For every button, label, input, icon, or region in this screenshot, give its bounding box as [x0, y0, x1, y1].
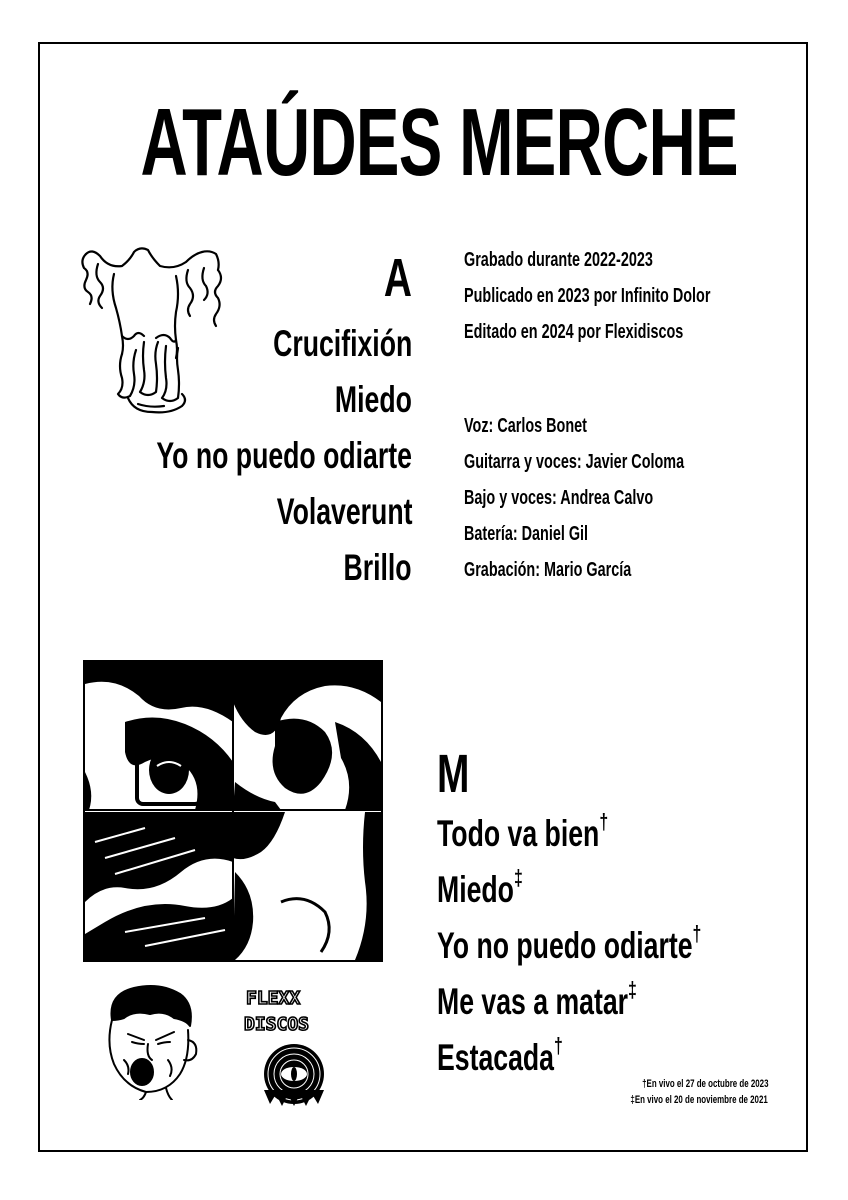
side-m-track: Yo no puedo odiarte† — [437, 920, 702, 966]
live-mark: † — [554, 1032, 563, 1058]
credits — [464, 412, 770, 592]
live-note: †En vivo el 27 de octubre de 2023 — [641, 1078, 768, 1090]
release-info — [464, 246, 806, 354]
side-m-track: Todo va bien† — [437, 808, 609, 854]
release-info-line: Grabado durante 2022-2023 — [464, 249, 653, 271]
side-a-track: Volaverunt — [276, 491, 412, 532]
live-mark: ‡ — [628, 976, 637, 1002]
side-a-track: Yo no puedo odiarte — [156, 435, 412, 476]
side-a-track: Brillo — [343, 547, 412, 588]
flexidiscos-logo — [236, 980, 354, 1108]
credit-line: Batería: Daniel Gil — [464, 523, 589, 545]
credit-line: Grabación: Mario García — [464, 559, 632, 581]
credit-line: Voz: Carlos Bonet — [464, 415, 587, 437]
collage-graphic — [85, 662, 381, 960]
logo-top-text: FLEXX — [246, 988, 301, 1009]
live-mark: † — [599, 808, 609, 834]
release-info-line: Editado en 2024 por Flexidiscos — [464, 321, 684, 343]
collage-photo — [83, 660, 383, 962]
release-info-line: Publicado en 2023 por Infinito Dolor — [464, 285, 711, 307]
credit-line: Bajo y voces: Andrea Calvo — [464, 487, 654, 509]
side-m-track: Me vas a matar‡ — [437, 976, 637, 1022]
live-mark: ‡ — [513, 864, 523, 890]
side-a-track: Miedo — [335, 379, 412, 420]
live-mark: † — [692, 920, 702, 946]
screaming-face-illustration — [94, 980, 200, 1100]
side-m-track: Miedo‡ — [437, 864, 523, 910]
side-m-track: Estacada† — [437, 1032, 563, 1078]
side-a-tracklist — [57, 316, 412, 596]
credit-line: Guitarra y voces: Javier Coloma — [464, 451, 685, 473]
logo-bottom-text: DISCOS — [244, 1014, 310, 1035]
side-a-track: Crucifixión — [272, 323, 412, 364]
side-m-letter: M — [437, 744, 470, 804]
side-m-tracklist — [437, 806, 804, 1086]
band-title: ATAÚDES MERCHE — [140, 89, 738, 196]
side-a-letter: A — [383, 248, 412, 308]
live-note: ‡En vivo el 20 de noviembre de 2021 — [630, 1094, 768, 1106]
live-notes — [577, 1076, 768, 1108]
